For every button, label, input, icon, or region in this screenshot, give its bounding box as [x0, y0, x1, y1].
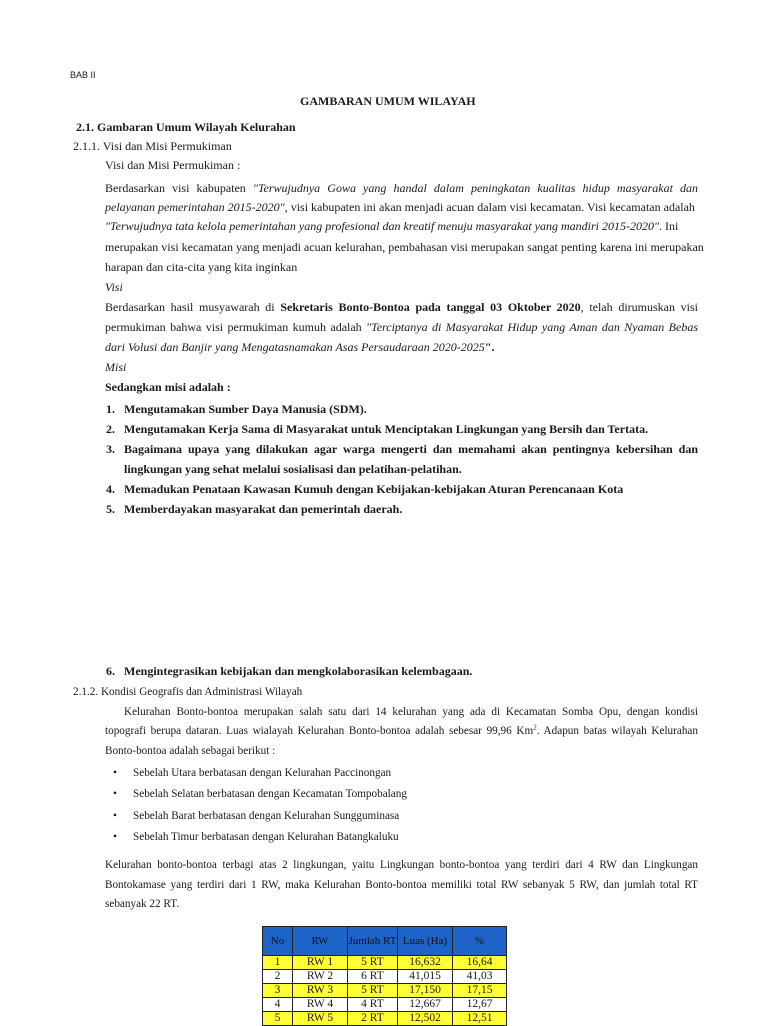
table-cell: RW 3	[293, 984, 348, 998]
settlement-vision-quote-end: dari Volusi dan Banjir yang Mengatasnamakan Asas Persaudaraan 2020-2025	[105, 340, 485, 354]
list-number: 6.	[106, 664, 115, 678]
table-cell: 4	[263, 998, 293, 1012]
list-number: 2.	[106, 422, 115, 436]
header-luas: Luas (Ha)	[398, 927, 453, 956]
header-percent: %	[453, 927, 507, 956]
para2-text: Berdasarkan hasil musyawarah di	[105, 300, 281, 314]
header-no: No	[263, 927, 293, 956]
list-item-text: Mengutamakan Kerja Sama di Masyarakat untuk Menciptakan Lingkungan yang Bersih dan Tertata.	[124, 422, 649, 436]
table-row	[263, 970, 507, 984]
border-item-west	[113, 810, 399, 822]
table-cell: 12,667	[398, 998, 453, 1012]
list-item-text: Memberdayakan masyarakat dan pemerintah daerah.	[124, 502, 403, 516]
table-header-row	[263, 927, 507, 956]
table-row	[263, 984, 507, 998]
table-cell: 12,67	[453, 998, 507, 1012]
table-row	[263, 998, 507, 1012]
rw-table	[262, 926, 507, 1026]
visi-label: Visi	[105, 280, 123, 294]
para3-line2	[105, 725, 698, 737]
misi-intro: Sedangkan misi adalah :	[105, 380, 231, 394]
kabupaten-vision-quote: "Terwujudnya Gowa yang handal dalam peningkatan kualitas hidup masyarakat dan	[252, 181, 698, 195]
para1-line3	[105, 219, 678, 234]
misi-item-3	[106, 442, 698, 457]
para1-text: , visi kabupaten ini akan menjadi acuan dalam visi kecamatan. Visi kecamatan adalah	[284, 200, 695, 214]
table-cell: 2 RT	[348, 1012, 398, 1026]
table-cell: 6 RT	[348, 970, 398, 984]
list-item-text: Mengintegrasikan kebijakan dan mengkolaborasikan kelembagaan.	[124, 664, 473, 678]
table-cell: 16,632	[398, 956, 453, 970]
list-number: 5.	[106, 502, 115, 516]
list-item-text: Sebelah Barat berbatasan dengan Kelurahan Sungguminasa	[133, 810, 400, 822]
page-title: GAMBARAN UMUM WILAYAH	[300, 94, 476, 108]
settlement-vision-quote: "Terciptanya di Masyarakat Hidup yang Aman dan Nyaman Bebas	[366, 320, 698, 334]
visi-misi-label: Visi dan Misi Permukiman :	[105, 158, 241, 172]
list-number: 3.	[106, 442, 115, 456]
misi-label: Misi	[105, 360, 127, 374]
misi-item-3-cont: lingkungan yang sehat melalui sosialisasi dan pelatihan-pelatihan.	[124, 462, 462, 476]
para1-line2	[105, 200, 695, 215]
para1-line5: harapan dan cita-cita yang kita inginkan	[105, 260, 298, 274]
para3-text: . Adapun batas wilayah Kelurahan	[536, 725, 698, 737]
table-cell: 41,015	[398, 970, 453, 984]
list-item-text: Sebelah Selatan berbatasan dengan Kecamatan Tompobalang	[133, 788, 407, 800]
bullet-icon: •	[113, 788, 117, 800]
section-heading-2-1-1: 2.1.1. Visi dan Misi Permukiman	[73, 139, 232, 153]
misi-item-1	[106, 402, 367, 417]
para4-line3: sebanyak 22 RT.	[105, 898, 179, 910]
border-item-north	[113, 767, 391, 779]
para2-line2	[105, 320, 698, 335]
table-cell: 4 RT	[348, 998, 398, 1012]
para2-line3	[105, 340, 494, 355]
chapter-label: BAB II	[70, 70, 96, 80]
misi-item-6	[106, 664, 472, 679]
table-cell: 12,51	[453, 1012, 507, 1026]
table-cell: RW 5	[293, 1012, 348, 1026]
section-heading-2-1: 2.1. Gambaran Umum Wilayah Kelurahan	[76, 120, 296, 134]
table-cell: 5 RT	[348, 956, 398, 970]
table-row	[263, 956, 507, 970]
table-cell: RW 4	[293, 998, 348, 1012]
para2-text: permukiman bahwa visi permukiman kumuh adalah	[105, 320, 367, 334]
bullet-icon: •	[113, 767, 117, 779]
table-cell: 17,15	[453, 984, 507, 998]
table-cell: 5 RT	[348, 984, 398, 998]
table-cell: 12,502	[398, 1012, 453, 1026]
table-cell: 1	[263, 956, 293, 970]
para1-text: Berdasarkan visi kabupaten	[105, 181, 253, 195]
kabupaten-vision-quote-end: pelayanan pemerintahan 2015-2020"	[105, 200, 285, 214]
para4-line2: Bontokamase yang terdiri dari 1 RW, maka Kelurahan Bonto-bontoa memiliki total RW sebanyak 5 RW, dan jumlah total RT	[105, 879, 698, 891]
table-cell: RW 1	[293, 956, 348, 970]
table-cell: 5	[263, 1012, 293, 1026]
table-cell: 41,03	[453, 970, 507, 984]
table-row	[263, 1012, 507, 1026]
border-item-east	[113, 831, 399, 843]
border-item-south	[113, 788, 407, 800]
para3-line1: Kelurahan Bonto-bontoa merupakan salah satu dari 14 kelurahan yang ada di Kecamatan Somba Opu, dengan kondisi	[124, 706, 698, 718]
list-item-text: Sebelah Timur berbatasan dengan Kelurahan Batangkaluku	[133, 831, 399, 843]
list-number: 4.	[106, 482, 115, 496]
table-cell: RW 2	[293, 970, 348, 984]
sekretaris-date: Sekretaris Bonto-Bontoa pada tanggal 03 Oktober 2020	[280, 300, 581, 314]
para3-text: topografi berupa dataran. Luas wialayah Kelurahan Bonto-bontoa adalah sebesar 99,96 Km	[105, 725, 534, 737]
kecamatan-vision-quote: "Terwujudnya tata kelola pemerintahan yang profesional dan kreatif menuju masyarakat yang mandiri 2015-2020"	[105, 219, 660, 233]
misi-item-2	[106, 422, 648, 437]
table-cell: 16,64	[453, 956, 507, 970]
bullet-icon: •	[113, 810, 117, 822]
list-item-text: Memadukan Penataan Kawasan Kumuh dengan Kebijakan-kebijakan Aturan Perencanaan Kota	[124, 482, 624, 496]
superscript: 2	[533, 723, 537, 732]
para2-text: , telah dirumuskan visi	[580, 300, 698, 314]
para3-line3: Bonto-bontoa adalah sebagai berikut :	[105, 745, 276, 757]
list-number: 1.	[106, 402, 115, 416]
misi-item-5	[106, 502, 402, 517]
header-jumlah-rt: Jumlah RT	[348, 927, 398, 956]
list-item-text: Bagaimana upaya yang dilakukan agar warga mengerti dan memahami akan pentingnya kebersihan dan	[124, 442, 698, 456]
table-cell: 2	[263, 970, 293, 984]
para1-text: . Ini	[659, 219, 679, 233]
table-cell: 3	[263, 984, 293, 998]
misi-item-4	[106, 482, 623, 497]
para4-line1: Kelurahan bonto-bontoa terbagi atas 2 lingkungan, yaitu Lingkungan bonto-bontoa yang terdiri dari 4 RW dan Lingkungan	[105, 859, 698, 871]
table-cell: 17,150	[398, 984, 453, 998]
header-rw: RW	[293, 927, 348, 956]
list-item-text: Mengutamakan Sumber Daya Manusia (SDM).	[124, 402, 367, 416]
section-heading-2-1-2: 2.1.2. Kondisi Geografis dan Administrasi Wilayah	[73, 686, 303, 698]
list-item-text: Sebelah Utara berbatasan dengan Kelurahan Paccinongan	[133, 767, 392, 779]
bullet-icon: •	[113, 831, 117, 843]
para2-line1	[105, 300, 698, 315]
para1-line1	[105, 181, 698, 196]
quote-close: ".	[484, 340, 495, 354]
para1-line4: merupakan visi kecamatan yang menjadi acuan kelurahan, pembahasan visi merupakan sangat penting karena ini merupakan	[105, 240, 704, 254]
